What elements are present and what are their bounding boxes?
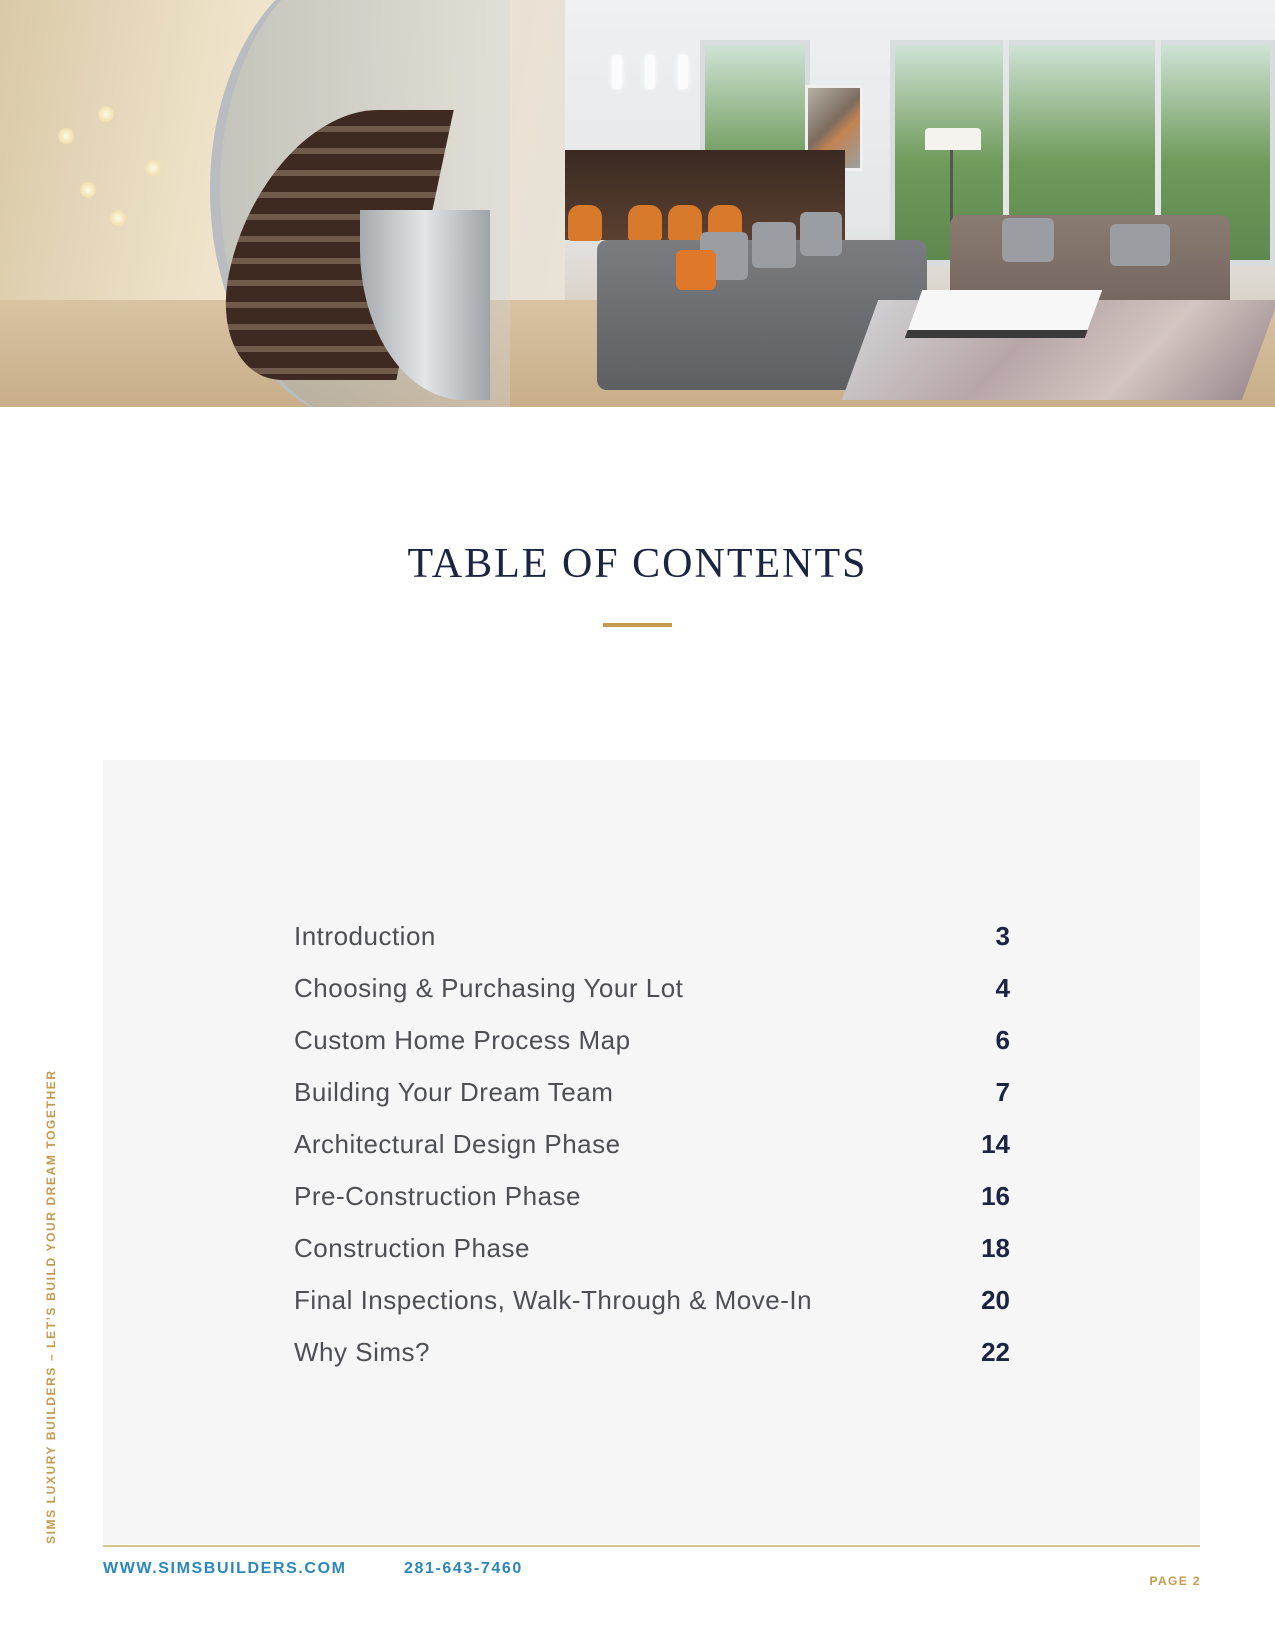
pillow (676, 250, 716, 290)
wall-light (98, 106, 114, 122)
title-underline (603, 623, 672, 627)
wall-light (110, 210, 126, 226)
toc-entry-label: Introduction (294, 921, 436, 951)
toc-entry-page: 16 (981, 1181, 1010, 1211)
wall-light (80, 182, 96, 198)
pendant-light (645, 55, 655, 89)
toc-list (294, 910, 1010, 1378)
toc-entry[interactable] (294, 962, 1010, 1014)
toc-entry-page: 6 (995, 1025, 1010, 1055)
coffee-table (908, 290, 1103, 330)
wall-light (145, 160, 161, 176)
toc-entry[interactable] (294, 1222, 1010, 1274)
toc-entry[interactable] (294, 1014, 1010, 1066)
page-title: TABLE OF CONTENTS (407, 541, 868, 587)
toc-entry-label: Pre-Construction Phase (294, 1181, 582, 1211)
pillow (752, 222, 796, 268)
website-link[interactable]: WWW.SIMSBUILDERS.COM (103, 1560, 347, 1577)
toc-entry-label: Architectural Design Phase (294, 1129, 621, 1159)
toc-entry-page: 18 (981, 1233, 1010, 1263)
toc-entry[interactable] (294, 1118, 1010, 1170)
toc-entry-page: 3 (995, 921, 1010, 951)
side-tagline: SIMS LUXURY BUILDERS – LET’S BUILD YOUR DREAM TOGETHER (44, 1069, 58, 1544)
pillow (800, 212, 842, 256)
toc-entry[interactable] (294, 910, 1010, 962)
hero-photo (0, 0, 1275, 407)
dining-chair (668, 205, 702, 241)
toc-entry[interactable] (294, 1170, 1010, 1222)
toc-entry-label: Building Your Dream Team (294, 1077, 614, 1107)
toc-entry-label: Construction Phase (294, 1233, 530, 1263)
toc-entry-label: Final Inspections, Walk-Through & Move-In (294, 1285, 813, 1315)
toc-entry-label: Why Sims? (294, 1337, 430, 1367)
pendant-light (678, 55, 688, 89)
toc-entry[interactable] (294, 1326, 1010, 1378)
page-number: PAGE 2 (1149, 1574, 1201, 1588)
toc-entry-page: 7 (995, 1077, 1010, 1107)
pendant-light (612, 55, 622, 89)
toc-entry-page: 14 (981, 1129, 1010, 1159)
wall-light (58, 128, 74, 144)
toc-entry[interactable] (294, 1274, 1010, 1326)
toc-entry[interactable] (294, 1066, 1010, 1118)
pillow (1110, 224, 1170, 266)
dining-chair (628, 205, 662, 241)
toc-entry-label: Custom Home Process Map (294, 1025, 631, 1055)
floor-lamp-shade (925, 128, 981, 150)
toc-entry-page: 20 (981, 1285, 1010, 1315)
footer-divider (103, 1545, 1200, 1547)
dining-chair (568, 205, 602, 241)
toc-entry-label: Choosing & Purchasing Your Lot (294, 973, 684, 1003)
toc-entry-page: 22 (981, 1337, 1010, 1367)
toc-entry-page: 4 (995, 973, 1010, 1003)
phone-link[interactable]: 281-643-7460 (404, 1560, 523, 1577)
pillow (1002, 218, 1054, 262)
